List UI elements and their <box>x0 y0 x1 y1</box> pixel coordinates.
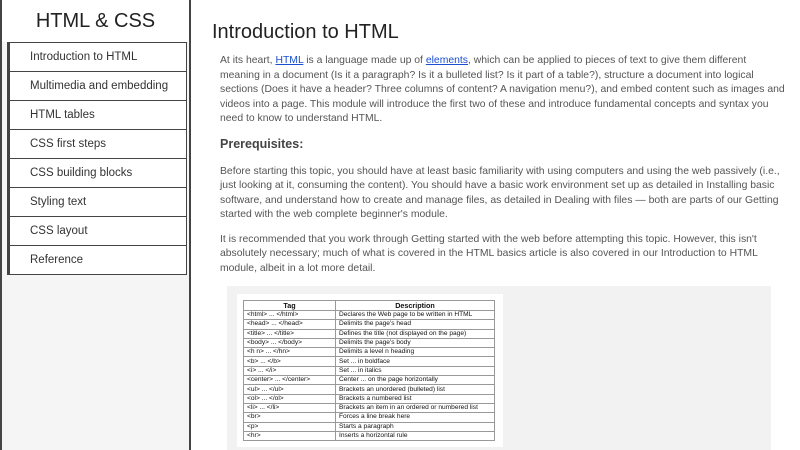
article-body <box>220 54 785 450</box>
intro-paragraph <box>220 54 785 127</box>
sidebar-item-introduction-to-html[interactable]: Introduction to HTML <box>8 43 186 72</box>
prerequisites-paragraph-2: It is recommended that you work through Getting started with the web before attempting this topic. However, this isn't absolutely necessary; much of what is covered in the HTML basics article is also covered in our Introduction to HTML module, albeit in a lot more detail. <box>220 233 758 274</box>
table-row <box>244 413 495 422</box>
tag-cell: <li> ... </li> <box>244 403 336 412</box>
description-cell: Defines the title (not displayed on the page) <box>336 329 495 338</box>
sidebar-item-css-layout[interactable]: CSS layout <box>8 217 186 246</box>
main-content <box>212 0 792 450</box>
description-cell: Center ... on the page horizontally <box>336 376 495 385</box>
tag-cell: <body> ... </body> <box>244 338 336 347</box>
intro-text-1: At its heart, <box>220 55 276 66</box>
elements-link[interactable]: elements <box>425 55 468 66</box>
sidebar-item-multimedia-and-embedding[interactable]: Multimedia and embedding <box>8 72 186 101</box>
table-row <box>244 422 495 431</box>
description-cell: Inserts a horizontal rule <box>336 431 495 440</box>
description-cell: Set ... in boldface <box>336 357 495 366</box>
tag-cell: <b> ... </b> <box>244 357 336 366</box>
tag-cell: <title> ... </title> <box>244 329 336 338</box>
tag-cell: <center> ... </center> <box>244 376 336 385</box>
table-row <box>244 376 495 385</box>
table-row <box>244 403 495 412</box>
column-header-description: Description <box>336 301 495 311</box>
tag-cell: <html> ... </html> <box>244 311 336 320</box>
tag-cell: <h n> ... </hn> <box>244 348 336 357</box>
sidebar-item-html-tables[interactable]: HTML tables <box>8 101 186 130</box>
description-cell: Delimits the page's head <box>336 320 495 329</box>
intro-text-2: is a language made up of <box>303 55 426 66</box>
description-cell: Set ... in italics <box>336 366 495 375</box>
description-cell: Brackets an unordered (bulleted) list <box>336 385 495 394</box>
table-row <box>244 366 495 375</box>
tag-cell: <br> <box>244 413 336 422</box>
table-header-row <box>244 301 495 311</box>
tag-cell: <i> ... </i> <box>244 366 336 375</box>
description-cell: Delimits a level n heading <box>336 348 495 357</box>
table-row <box>244 311 495 320</box>
sidebar-item-css-first-steps[interactable]: CSS first steps <box>8 130 186 159</box>
prerequisites-paragraph-1: Before starting this topic, you should have at least basic familiarity with using computers and using the web passively (i.e., just looking at it, consuming the content). You should have a basic work environment set up as detailed in Installing basic software, and understand how to create and manage files, as detailed in Dealing with files — both are parts of our Getting started with the web complete beginner's module. <box>220 165 780 220</box>
table-row <box>244 431 495 440</box>
tag-cell: <p> <box>244 422 336 431</box>
sidebar-item-css-building-blocks[interactable]: CSS building blocks <box>8 159 186 188</box>
description-cell: Delimits the page's body <box>336 338 495 347</box>
column-header-tag: Tag <box>244 301 336 311</box>
sidebar <box>0 0 191 450</box>
table-row <box>244 348 495 357</box>
table-row <box>244 329 495 338</box>
table-row <box>244 385 495 394</box>
tag-cell: <hr> <box>244 431 336 440</box>
table-row <box>244 320 495 329</box>
prerequisites-heading: Prerequisites: <box>220 136 304 151</box>
sidebar-title: HTML & CSS <box>2 0 189 42</box>
description-cell: Forces a line break here <box>336 413 495 422</box>
sidebar-item-reference[interactable]: Reference <box>8 246 186 275</box>
table-row <box>244 394 495 403</box>
description-cell: Brackets an item in an ordered or numbered list <box>336 403 495 412</box>
tag-cell: <head> ... </head> <box>244 320 336 329</box>
intro-text-3: , which can be applied to pieces of text to give them different meaning in a document (Is it a paragraph? Is it a bulleted list? Is it part of a table?), structure a document into logical sections (Does it have a header? Three columns of content? A navigation menu?), and embed content such as images and videos into a page. This module will introduce the first two of these and introduce fundamental concepts and syntax you need to know to understand HTML. <box>220 55 785 124</box>
table-row <box>244 357 495 366</box>
description-cell: Starts a paragraph <box>336 422 495 431</box>
html-tags-table <box>243 300 495 441</box>
table-row <box>244 338 495 347</box>
sidebar-item-styling-text[interactable]: Styling text <box>8 188 186 217</box>
page-title: Introduction to HTML <box>212 21 399 43</box>
tag-cell: <ol> ... </ol> <box>244 394 336 403</box>
html-tags-table-image <box>237 294 503 447</box>
description-cell: Declares the Web page to be written in HTML <box>336 311 495 320</box>
html-link[interactable]: HTML <box>275 55 304 66</box>
html-tags-figure <box>227 286 771 450</box>
tag-cell: <ul> ... </ul> <box>244 385 336 394</box>
sidebar-nav <box>7 42 187 275</box>
description-cell: Brackets a numbered list <box>336 394 495 403</box>
